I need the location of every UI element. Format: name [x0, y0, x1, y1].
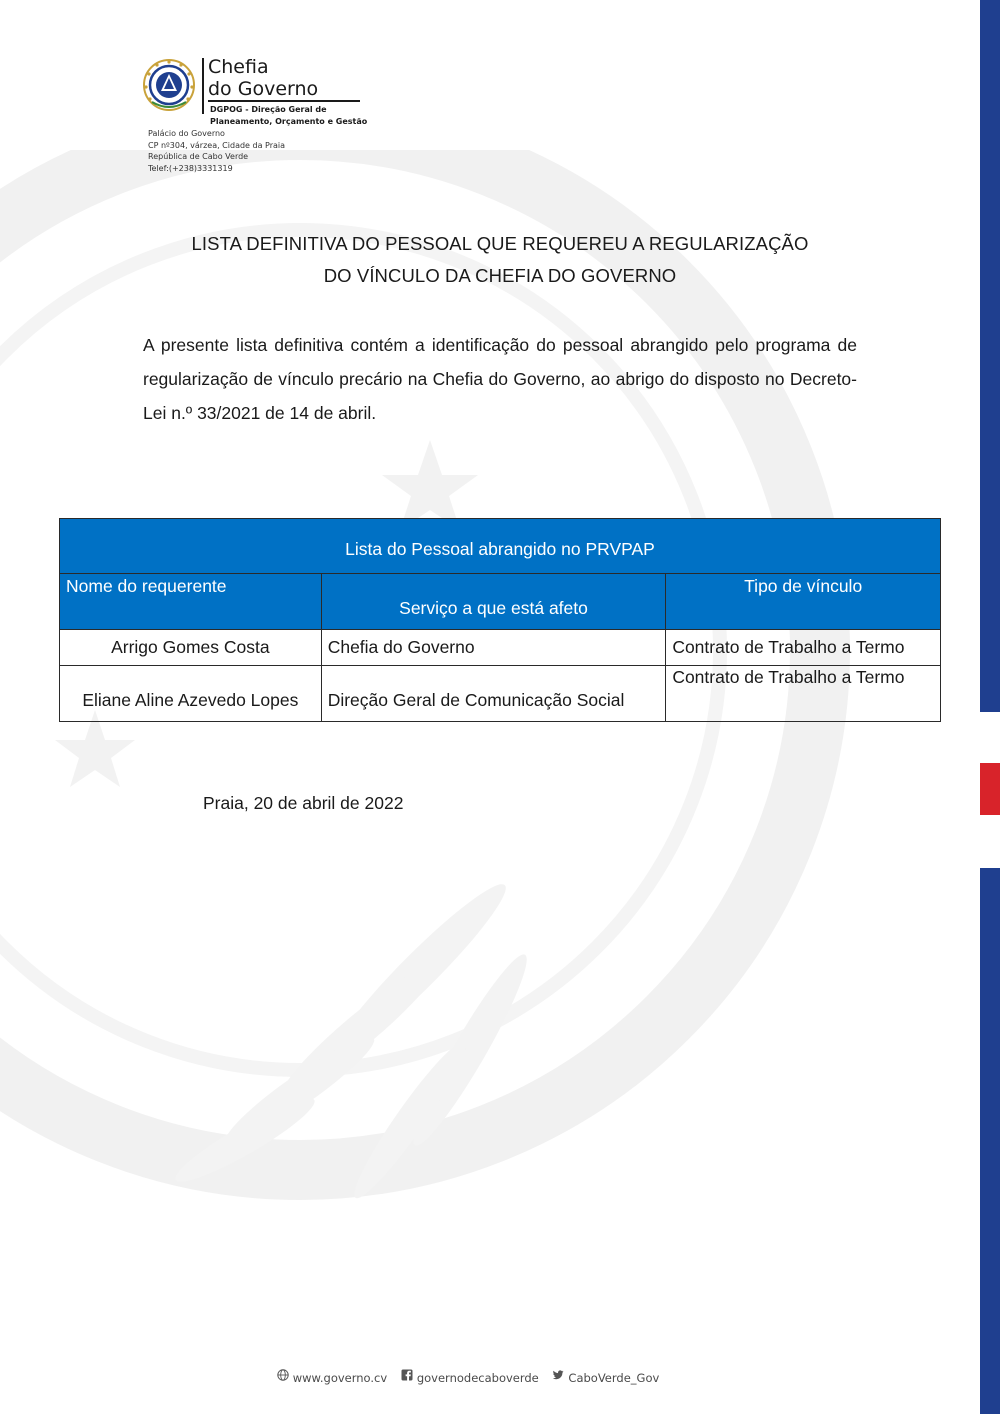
title-line1: LISTA DEFINITIVA DO PESSOAL QUE REQUEREU A REGULARIZAÇÃO	[191, 233, 809, 254]
edge-stripe-red	[980, 763, 1000, 815]
column-header-service: Serviço a que está afeto	[321, 574, 666, 630]
table-row	[60, 630, 941, 666]
twitter-icon	[552, 1369, 564, 1381]
department-name: DGPOG - Direção Geral de Planeamento, Orçamento e Gestão	[210, 105, 368, 126]
brand-name-line2: do Governo	[208, 78, 319, 100]
address-line: República de Cabo Verde	[148, 152, 249, 161]
staff-table	[59, 518, 941, 722]
address-block	[148, 128, 285, 174]
footer	[0, 1369, 926, 1385]
table-caption-row	[60, 519, 941, 574]
column-header-name: Nome do requerente	[60, 574, 322, 630]
document-title	[100, 228, 900, 292]
place-date: Praia, 20 de abril de 2022	[203, 793, 404, 813]
brand-name-line1: Chefia	[208, 56, 269, 78]
brand-underline	[208, 100, 360, 102]
address-line: Telef:(+238)3331319	[148, 163, 233, 173]
facebook-icon	[401, 1369, 413, 1381]
address-line: Palácio do Governo	[148, 129, 225, 138]
watermark-emblem	[0, 150, 980, 1300]
footer-website-link[interactable]: www.governo.cv	[292, 1370, 388, 1385]
letterhead	[140, 52, 380, 180]
cell-service: Direção Geral de Comunicação Social	[321, 666, 666, 722]
address-line: CP nº304, várzea, Cidade da Praia	[148, 140, 286, 150]
globe-icon	[277, 1369, 289, 1381]
brand-divider	[202, 58, 204, 114]
footer-facebook-link[interactable]: governodecaboverde	[416, 1370, 539, 1385]
title-line2: DO VÍNCULO DA CHEFIA DO GOVERNO	[323, 265, 677, 286]
footer-twitter-link[interactable]: CaboVerde_Gov	[568, 1370, 660, 1385]
table-row	[60, 666, 941, 722]
column-header-contract-type: Tipo de vínculo	[666, 574, 941, 630]
edge-stripe-blue-bottom	[980, 868, 1000, 1414]
table-header-row	[60, 574, 941, 630]
table-caption: Lista do Pessoal abrangido no PRVPAP	[60, 519, 941, 574]
cell-name: Arrigo Gomes Costa	[60, 630, 322, 666]
edge-stripe-blue-top	[980, 0, 1000, 712]
cell-contract-type: Contrato de Trabalho a Termo	[666, 666, 941, 722]
intro-paragraph: A presente lista definitiva contém a identificação do pessoal abrangido pelo programa de regularização de vínculo precário na Chefia do Governo, ao abrigo do disposto no Decreto-Lei n.º 33/2021 de 14 de abril.	[143, 335, 857, 423]
cell-contract-type: Contrato de Trabalho a Termo	[666, 630, 941, 666]
cell-service: Chefia do Governo	[321, 630, 666, 666]
cell-name: Eliane Aline Azevedo Lopes	[60, 666, 322, 722]
coat-of-arms-icon	[142, 58, 196, 112]
